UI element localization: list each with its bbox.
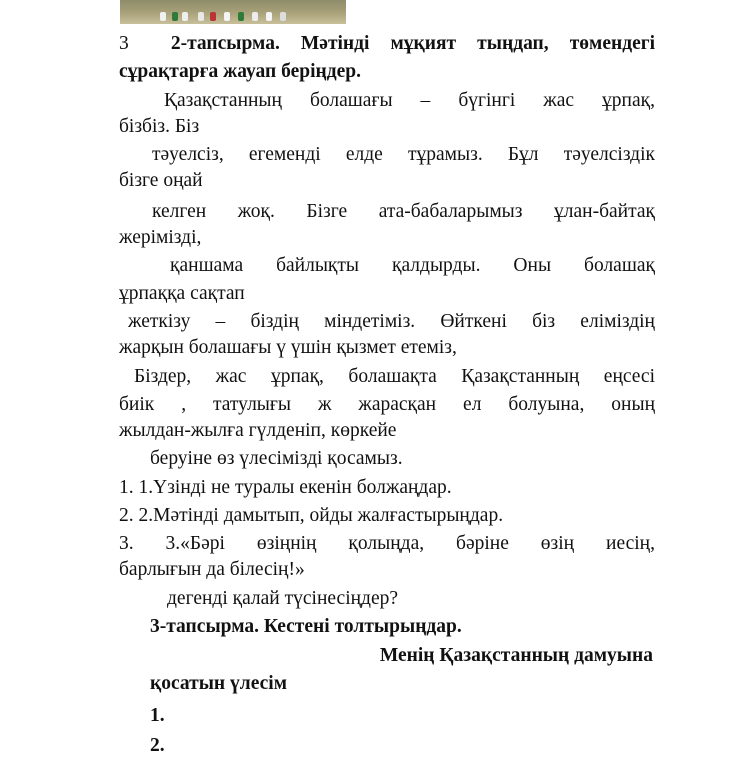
task2-title: 2-тапсырма. Мәтінді мұқият тыңдап, төмендегі — [170, 33, 656, 54]
text-line: беруіне өз үлесімізді қосамыз. — [150, 448, 403, 469]
table-title-cont: қосатын үлесім — [150, 673, 287, 694]
question-3-end: дегенді қалай түсінесіңдер? — [167, 588, 399, 609]
text-line: тәуелсіз, егеменді елде тұрамыз. Бұл тәуелсіздік — [152, 144, 655, 165]
text-line: бізге оңай — [119, 170, 203, 191]
text-line: биік , татулығы ж жарасқан ел болуына, оның — [119, 394, 655, 415]
task2-number: 3 — [119, 33, 129, 54]
text-line: Қазақстанның болашағы – бүгінгі жас ұрпақ, — [164, 90, 655, 111]
task2-title-line2: сұрақтарға жауап беріңдер. — [119, 61, 362, 82]
text-line: Біздер, жас ұрпақ, болашақта Қазақстанның еңсесі — [134, 366, 655, 387]
list-item: 1. — [150, 705, 165, 726]
task3-title: 3-тапсырма. Кестені толтырыңдар. — [150, 616, 462, 637]
text-line: ұрпаққа сақтап — [119, 283, 245, 304]
question-3-cont: барлығын да білесің!» — [119, 559, 305, 580]
text-line: қаншама байлықты қалдырды. Оны болашақ — [170, 255, 655, 276]
table-title: Менің Қазақстанның дамуына — [379, 645, 653, 666]
task2-title-line1 — [119, 31, 655, 57]
text-line: жылдан-жылға гүлденіп, көркейе — [119, 420, 397, 441]
text-line: жерімізді, — [119, 227, 202, 248]
text-line: жеткізу – біздің міндетіміз. Өйткені біз еліміздің — [128, 311, 655, 332]
question-3: 3. 3.«Бәрі өзіңнің қолыңда, бәріне өзің иесің, — [119, 533, 655, 554]
text-line: бізбіз. Біз — [119, 116, 200, 137]
text-line: келген жоқ. Бізге ата-бабаларымыз ұлан-байтақ — [152, 201, 655, 222]
list-item: 2. — [150, 735, 165, 756]
text-line: жарқын болашағы ү үшін қызмет етеміз, — [119, 337, 457, 358]
photo-strip — [120, 0, 346, 24]
question-2: 2. 2.Мәтінді дамытып, ойды жалғастырыңдар. — [119, 505, 504, 526]
question-1: 1. 1.Үзінді не туралы екенін болжаңдар. — [119, 477, 452, 498]
